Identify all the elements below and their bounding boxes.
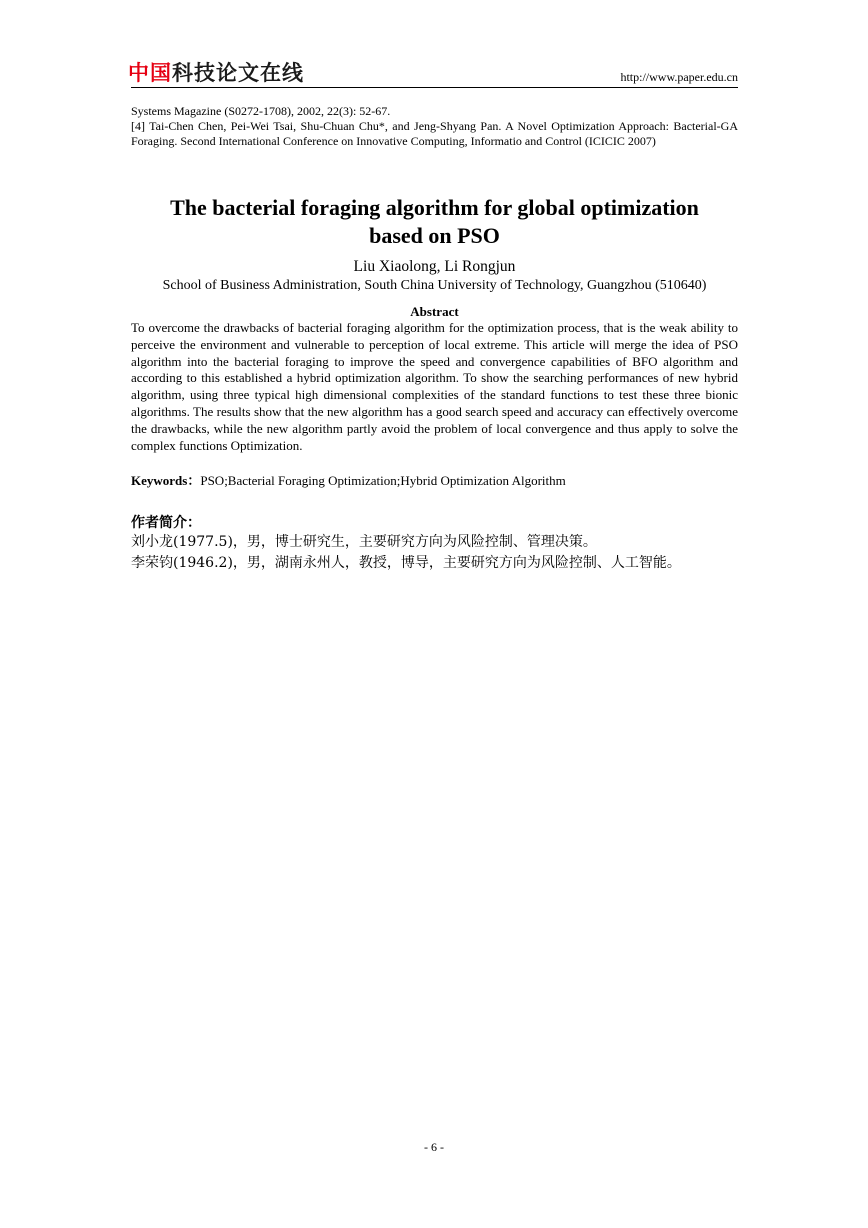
site-logo: [128, 60, 304, 86]
abstract-heading: Abstract: [410, 304, 459, 319]
reference-item: [4] Tai-Chen Chen, Pei-Wei Tsai, Shu-Chuan Chu*, and Jeng-Shyang Pan. A Novel Optimization Approach: Bacterial-GA Foraging. Second International Conference on Innovative Computing, Informatio and Control (ICICIC 2007): [131, 119, 738, 148]
logo-text-red: 中国: [128, 61, 172, 85]
reference-list: [131, 104, 738, 149]
keywords-text: PSO;Bacterial Foraging Optimization;Hybrid Optimization Algorithm: [200, 473, 566, 488]
paper-authors: Liu Xiaolong, Li Rongjun: [353, 258, 516, 275]
page-header: [128, 60, 738, 88]
paper-affiliation: School of Business Administration, South China University of Technology, Guangzhou (510640): [162, 278, 707, 293]
paper-title: [131, 194, 738, 250]
abstract-text: To overcome the drawbacks of bacterial foraging algorithm for the optimization process, that is the weak ability to perceive the environment and vulnerable to perception of local extreme. This article will merge the idea of PSO algorithm into the bacterial foraging to improve the speed and convergence capabilities of BFO algorithm and according to this established a hybrid optimization algorithm. To show the searching performances of new hybrid algorithm, using three typical high dimensional complexities of the standard functions to test these three bionic algorithms. The results show that the new algorithm has a good search speed and accuracy can effectively overcome the drawbacks, while the new algorithm partly avoid the problem of local convergence and thus apply to solve the complex functions Optimization.: [131, 320, 738, 453]
author-bio-line: 李荣钧(1946.2)，男，湖南永州人，教授，博导，主要研究方向为风险控制、人工智能。: [131, 555, 681, 571]
keywords-label: Keywords：: [131, 473, 201, 488]
keywords: [131, 473, 738, 489]
logo-text-dark: 科技论文在线: [172, 61, 304, 85]
page-number: - 6 -: [424, 1140, 444, 1154]
paper-title-line1: The bacterial foraging algorithm for global optimization: [170, 195, 699, 220]
header-url[interactable]: http://www.paper.edu.cn: [620, 70, 738, 84]
reference-item: Systems Magazine (S0272-1708), 2002, 22(3): 52-67.: [131, 104, 391, 118]
author-bio-heading: 作者简介：: [131, 515, 201, 531]
author-bio-line: 刘小龙(1977.5)，男，博士研究生，主要研究方向为风险控制、管理决策。: [131, 534, 597, 550]
paper-title-line2: based on PSO: [369, 223, 500, 248]
